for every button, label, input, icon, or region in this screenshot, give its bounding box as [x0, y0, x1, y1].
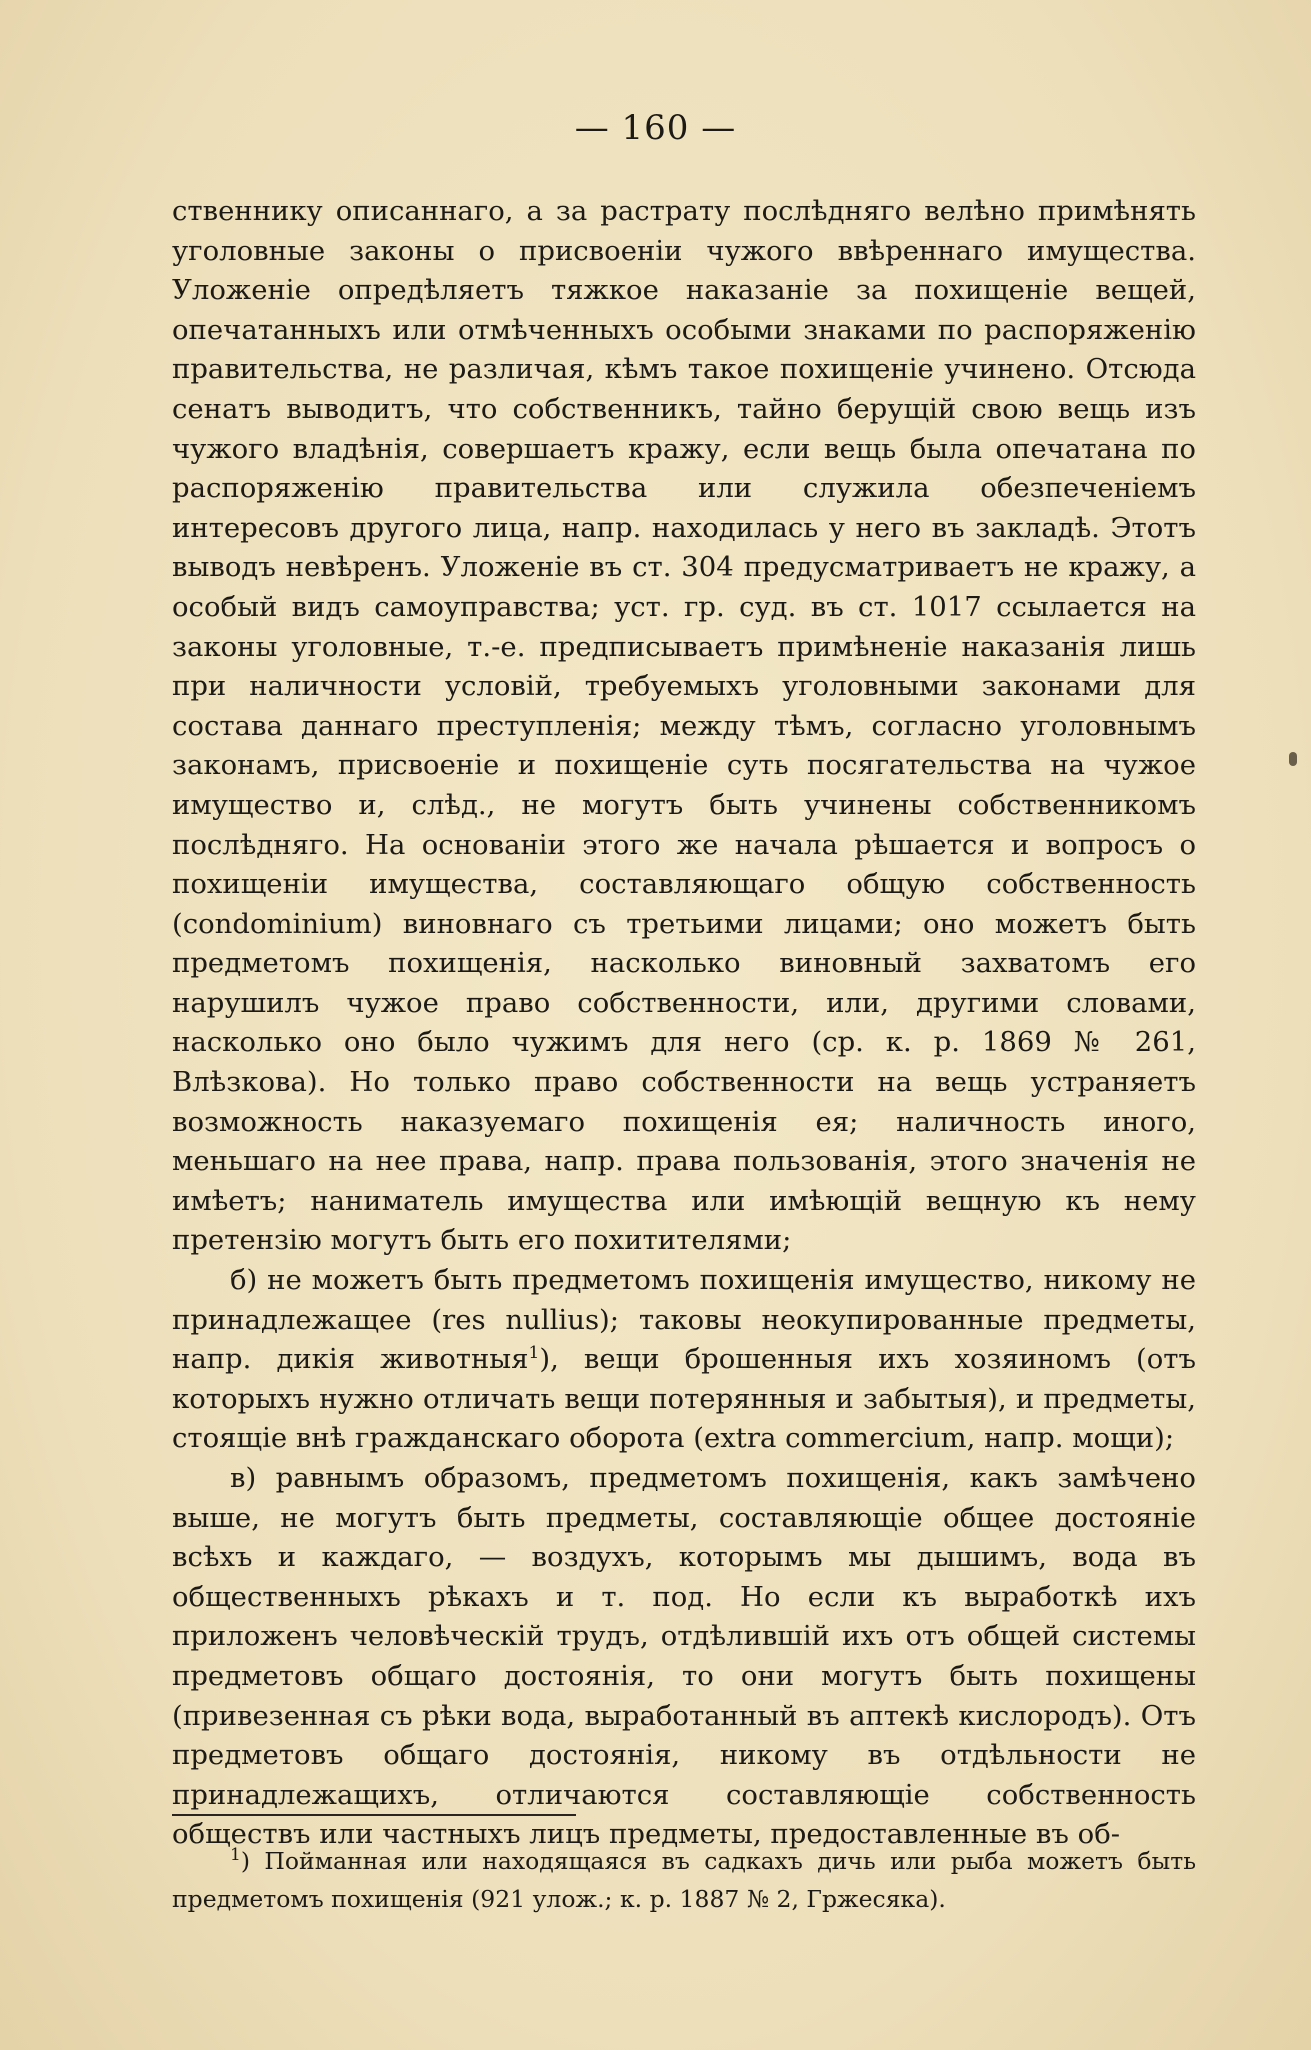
footnote-text: ) Пойманная или находящаяся въ садкахъ дичь или рыба можетъ быть предметомъ похищенія (921 улож.; к. р. 1887 № 2, Гржесяка).: [172, 1847, 1196, 1913]
paragraph-v: в) равнымъ образомъ, предметомъ похищенія, какъ замѣчено выше, не могутъ быть предметы, составляющіе общее достояніе всѣхъ и каждаго, — воздухъ, которымъ мы дышимъ, вода въ общественныхъ рѣкахъ и т. под. Но если къ выработкѣ ихъ приложенъ человѣческій трудъ, отдѣлившій ихъ отъ общей системы предметовъ общаго достоянія, то они могутъ быть похищены (привезенная съ рѣки вода, выработанный въ аптекѣ кислородъ). Отъ предметовъ общаго достоянія, никому въ отдѣльности не принадлежащихъ, отличаются составляющіе собственность обществъ или частныхъ лицъ предметы, предоставленные въ об-: [172, 1462, 1196, 1851]
main-text: [172, 192, 1196, 1855]
paragraph-a-continuation: ственнику описаннаго, а за растрату послѣдняго велѣно примѣнять уголовные законы о присвоеніи чужого ввѣреннаго имущества. Уложеніе опредѣляетъ тяжкое наказаніе за похищеніе вещей, опечатанныхъ или отмѣченныхъ особыми знаками по распоряженію правительства, не различая, кѣмъ такое похищеніе учинено. Отсюда сенатъ выводитъ, что собственникъ, тайно берущій свою вещь изъ чужого владѣнія, совершаетъ кражу, если вещь была опечатана по распоряженію правительства или служила обезпеченіемъ интересовъ другого лица, напр. находилась у него въ закладѣ. Этотъ выводъ невѣренъ. Уложеніе въ ст. 304 предусматриваетъ не кражу, а особый видъ самоуправства; уст. гр. суд. въ ст. 1017 ссылается на законы уголовные, т.-е. предписываетъ примѣненіе наказанія лишь при наличности условій, требуемыхъ уголовными законами для состава даннаго преступленія; между тѣмъ, согласно уголовнымъ законамъ, присвоеніе и похищеніе суть посягательства на чужое имущество и, слѣд., не могутъ быть учинены собственникомъ послѣдняго. На основаніи этого же начала рѣшается и вопросъ о похищеніи имущества, составляющаго общую собственность (condominium) виновнаго съ третьими лицами; оно можетъ быть предметомъ похищенія, насколько виновный захватомъ его нарушилъ чужое право собственности, или, другими словами, насколько оно было чужимъ для него (ср. к. р. 1869 № 261, Влѣзкова). Но только право собственности на вещь устраняетъ возможность наказуемаго похищенія ея; наличность иного, меньшаго на нее права, напр. права пользованія, этого значенія не имѣетъ; наниматель имущества или имѣющій вещную къ нему претензію могутъ быть его похитителями;: [172, 195, 1196, 1257]
paragraph-b-text-end: ), вещи брошенныя ихъ хозяиномъ (отъ которыхъ нужно отличать вещи потерянныя и забытыя), и предметы, стоящіе внѣ гражданскаго оборота (extra commercium, напр. мощи);: [172, 1343, 1197, 1455]
footnote-divider: [172, 1814, 576, 1816]
footnote-marker: 1: [230, 1845, 241, 1866]
paragraph-b: [172, 1261, 1196, 1459]
footnote-reference: 1: [528, 1343, 540, 1364]
page-number: — 160 —: [574, 108, 737, 148]
footnote: [172, 1842, 1196, 1918]
page-edge-mark: [1289, 752, 1297, 766]
paragraph-b-text-start: б) не можетъ быть предметомъ похищенія имущество, никому не принадлежащее (res nullius); таковы неокупированные предметы, напр. дикія животныя: [172, 1264, 1196, 1376]
